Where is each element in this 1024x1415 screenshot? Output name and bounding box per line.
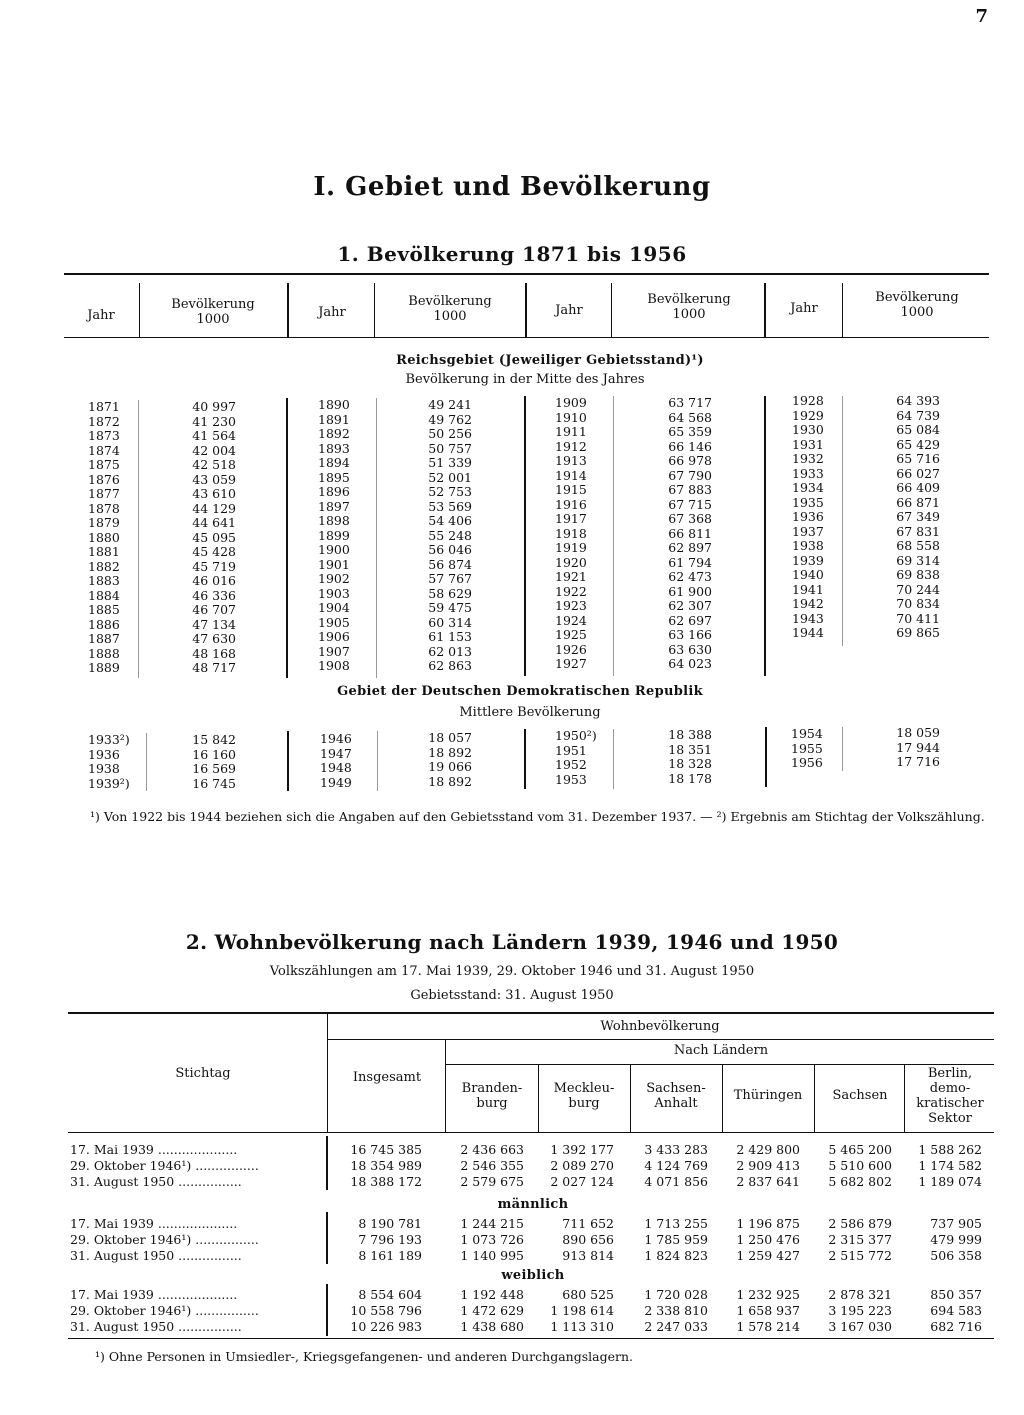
header-population-unit: 1000: [433, 309, 467, 324]
value-cell: 682 716: [930, 1319, 982, 1334]
page-number: 7: [975, 6, 988, 27]
value-cell: 1 189 074: [918, 1174, 982, 1189]
berlin-column: [906, 1287, 982, 1335]
value-cell: 737 905: [930, 1216, 982, 1231]
year-column: 1954 1955 1956: [791, 726, 823, 770]
table1-header-divider: [764, 283, 766, 337]
value-cell: 2 837 641: [736, 1174, 800, 1189]
column-divider: [764, 396, 766, 676]
column-divider: [842, 396, 843, 646]
value-cell: 1 174 582: [918, 1158, 982, 1173]
value-cell: 1 192 448: [460, 1287, 524, 1302]
table2-footnote: ¹) Ohne Personen in Umsiedler-, Kriegsgefangenen- und anderen Durchgangslagern.: [95, 1349, 633, 1364]
header-population-label: Bevölkerung: [171, 297, 255, 312]
header-divider: [445, 1040, 446, 1132]
value-cell: 4 071 856: [644, 1174, 708, 1189]
header-divider: [538, 1065, 539, 1132]
value-cell: 1 720 028: [644, 1287, 708, 1302]
section-ddr-subtitle: Mittlere Bevölkerung: [459, 705, 601, 720]
value-cell: 2 546 355: [460, 1158, 524, 1173]
column-divider: [326, 1136, 328, 1190]
table2-area-note: Gebietsstand: 31. August 1950: [410, 988, 614, 1003]
table1-header-divider: [374, 283, 375, 337]
population-column: 18 059 17 944 17 716: [896, 725, 940, 769]
column-divider: [377, 731, 378, 791]
value-cell: 1 232 925: [736, 1287, 800, 1302]
value-cell: 2 909 413: [736, 1158, 800, 1173]
table1-header-divider: [842, 283, 843, 337]
header-divider: [630, 1065, 631, 1132]
header-divider: [814, 1065, 815, 1132]
value-cell: 1 113 310: [550, 1319, 614, 1334]
value-cell: 5 682 802: [828, 1174, 892, 1189]
sachsen-column: [816, 1142, 892, 1190]
section-maennlich: männlich: [497, 1197, 569, 1212]
table1-footnote: ¹) Von 1922 bis 1944 beziehen sich die Angaben auf den Gebietsstand vom 31. Dezember 1937. — ²) Ergebnis am Stichtag der Volkszählung.: [90, 809, 985, 824]
value-cell: 1 259 427: [736, 1248, 800, 1263]
population-column: 18 388 18 351 18 328 18 178: [668, 727, 712, 786]
table1-header-divider: [525, 283, 527, 337]
berlin-column: [906, 1216, 982, 1264]
value-cell: 1 198 614: [550, 1303, 614, 1318]
brandenburg-column: [448, 1142, 524, 1190]
value-cell: 1 073 726: [460, 1232, 524, 1247]
insgesamt-column: [330, 1287, 422, 1335]
header-brandenburg: Branden- burg: [461, 1081, 523, 1111]
value-cell: 2 338 810: [644, 1303, 708, 1318]
header-divider: [327, 1012, 328, 1132]
table2-bottom-rule: [68, 1338, 994, 1339]
value-cell: 1 785 959: [644, 1232, 708, 1247]
header-population: [616, 292, 762, 322]
value-cell: 2 027 124: [550, 1174, 614, 1189]
header-insgesamt: Insgesamt: [352, 1070, 422, 1085]
table1-top-rule: [64, 273, 989, 275]
value-cell: 2 436 663: [460, 1142, 524, 1157]
value-cell: 2 089 270: [550, 1158, 614, 1173]
section-weiblich: weiblich: [501, 1268, 565, 1283]
mecklenburg-column: [540, 1142, 614, 1190]
stichtag-cell: 17. Mai 1939 ....................: [70, 1216, 238, 1231]
header-population-label: Bevölkerung: [647, 292, 731, 307]
value-cell: 8 161 189: [358, 1248, 422, 1263]
header-wohnbevoelkerung: Wohnbevölkerung: [600, 1019, 720, 1034]
table2-header-rule: [68, 1132, 994, 1133]
value-cell: 16 745 385: [350, 1142, 422, 1157]
value-cell: 5 465 200: [828, 1142, 892, 1157]
stichtag-column: [70, 1216, 320, 1264]
column-divider: [138, 400, 139, 678]
header-sachsen-anhalt: Sachsen- Anhalt: [646, 1081, 706, 1111]
section-reichsgebiet-subtitle: Bevölkerung in der Mitte des Jahres: [405, 372, 645, 387]
header-year: Jahr: [555, 303, 583, 318]
value-cell: 1 140 995: [460, 1248, 524, 1263]
stichtag-cell: 17. Mai 1939 ....................: [70, 1287, 238, 1302]
column-divider: [326, 1212, 328, 1264]
value-cell: 1 250 476: [736, 1232, 800, 1247]
insgesamt-column: [330, 1216, 422, 1264]
table2-title: 2. Wohnbevölkerung nach Ländern 1939, 1946 und 1950: [185, 930, 839, 954]
value-cell: 1 713 255: [644, 1216, 708, 1231]
value-cell: 2 878 321: [828, 1287, 892, 1302]
year-column: 1871 1872 1873 1874 1875 1876 1877 1878 1879 1880 1881 1882 1883 1884 1885 1886 1887 1888 1889: [88, 399, 120, 675]
value-cell: 479 999: [930, 1232, 982, 1247]
value-cell: 711 652: [562, 1216, 614, 1231]
value-cell: 694 583: [930, 1303, 982, 1318]
header-year: Jahr: [790, 301, 818, 316]
stichtag-cell: 17. Mai 1939 ....................: [70, 1142, 238, 1157]
column-divider: [146, 733, 147, 791]
population-column: 40 997 41 230 41 564 42 004 42 518 43 059 43 610 44 129 44 641 45 095 45 428 45 719 46 016 46 336 46 707 47 134 47 630 48 168 48 717: [192, 399, 236, 675]
year-column: 1909 1910 1911 1912 1913 1914 1915 1916 1917 1918 1919 1920 1921 1922 1923 1924 1925 1926 1927: [555, 395, 587, 671]
table1-header-divider: [139, 283, 140, 337]
column-divider: [613, 396, 614, 676]
value-cell: 2 315 377: [828, 1232, 892, 1247]
thueringen-column: [724, 1216, 800, 1264]
chapter-title: I. Gebiet und Bevölkerung: [313, 172, 711, 202]
header-thueringen: Thüringen: [733, 1088, 803, 1103]
value-cell: 2 247 033: [644, 1319, 708, 1334]
year-column: 1890 1891 1892 1893 1894 1895 1896 1897 1898 1899 1900 1901 1902 1903 1904 1905 1906 1907 1908: [318, 397, 350, 673]
value-cell: 890 656: [562, 1232, 614, 1247]
section-reichsgebiet-title: Reichsgebiet (Jeweiliger Gebietsstand)¹): [396, 353, 704, 368]
value-cell: 1 244 215: [460, 1216, 524, 1231]
brandenburg-column: [448, 1287, 524, 1335]
header-year: Jahr: [318, 305, 346, 320]
value-cell: 680 525: [562, 1287, 614, 1302]
thueringen-column: [724, 1287, 800, 1335]
header-rule: [328, 1039, 994, 1040]
stichtag-cell: 29. Oktober 1946¹) ................: [70, 1158, 259, 1173]
year-column: 1928 1929 1930 1931 1932 1933 1934 1935 1936 1937 1938 1939 1940 1941 1942 1943 1944: [792, 393, 824, 640]
table1-header-divider: [287, 283, 289, 337]
value-cell: 3 167 030: [828, 1319, 892, 1334]
header-stichtag: Stichtag: [175, 1066, 231, 1081]
header-sachsen: Sachsen: [832, 1088, 888, 1103]
header-rule: [446, 1064, 994, 1065]
stichtag-cell: 29. Oktober 1946¹) ................: [70, 1303, 259, 1318]
value-cell: 1 578 214: [736, 1319, 800, 1334]
column-divider: [286, 398, 288, 678]
table2-top-rule: [68, 1012, 994, 1014]
value-cell: 10 226 983: [350, 1319, 422, 1334]
value-cell: 2 515 772: [828, 1248, 892, 1263]
stichtag-column: [70, 1142, 320, 1190]
header-year: Jahr: [87, 308, 115, 323]
stichtag-cell: 31. August 1950 ................: [70, 1174, 242, 1189]
value-cell: 1 196 875: [736, 1216, 800, 1231]
value-cell: 2 579 675: [460, 1174, 524, 1189]
header-population-unit: 1000: [672, 307, 706, 322]
year-column: 1933²) 1936 1938 1939²): [88, 732, 130, 791]
value-cell: 2 586 879: [828, 1216, 892, 1231]
sachsen-anhalt-column: [632, 1142, 708, 1190]
value-cell: 1 588 262: [918, 1142, 982, 1157]
value-cell: 1 824 823: [644, 1248, 708, 1263]
stichtag-column: [70, 1287, 320, 1335]
population-column: 64 393 64 739 65 084 65 429 65 716 66 027 66 409 66 871 67 349 67 831 68 558 69 314 69 838 70 244 70 834 70 411 69 865: [896, 393, 940, 640]
column-divider: [376, 398, 377, 678]
mecklenburg-column: [540, 1287, 614, 1335]
sachsen-column: [816, 1216, 892, 1264]
stichtag-cell: 31. August 1950 ................: [70, 1248, 242, 1263]
value-cell: 4 124 769: [644, 1158, 708, 1173]
sachsen-anhalt-column: [632, 1216, 708, 1264]
thueringen-column: [724, 1142, 800, 1190]
header-population: [378, 294, 522, 324]
sachsen-column: [816, 1287, 892, 1335]
header-population: [142, 297, 284, 327]
berlin-column: [906, 1142, 982, 1190]
column-divider: [326, 1284, 328, 1336]
header-nach-laendern: Nach Ländern: [673, 1043, 769, 1058]
header-divider: [722, 1065, 723, 1132]
column-divider: [524, 729, 526, 789]
population-column: 15 842 16 160 16 569 16 745: [192, 732, 236, 791]
brandenburg-column: [448, 1216, 524, 1264]
column-divider: [765, 727, 767, 787]
table1-title: 1. Bevölkerung 1871 bis 1956: [337, 242, 687, 266]
table2-subtitle: Volkszählungen am 17. Mai 1939, 29. Oktober 1946 und 31. August 1950: [269, 964, 755, 979]
value-cell: 2 429 800: [736, 1142, 800, 1157]
value-cell: 8 190 781: [358, 1216, 422, 1231]
header-population: [846, 290, 988, 320]
value-cell: 18 388 172: [350, 1174, 422, 1189]
population-column: 63 717 64 568 65 359 66 146 66 978 67 790 67 883 67 715 67 368 66 811 62 897 61 794 62 473 61 900 62 307 62 697 63 166 63 630 64 023: [668, 395, 712, 671]
population-column: 49 241 49 762 50 256 50 757 51 339 52 001 52 753 53 569 54 406 55 248 56 046 56 874 57 767 58 629 59 475 60 314 61 153 62 013 62 863: [428, 397, 472, 673]
column-divider: [842, 727, 843, 771]
value-cell: 1 658 937: [736, 1303, 800, 1318]
value-cell: 10 558 796: [350, 1303, 422, 1318]
stichtag-cell: 31. August 1950 ................: [70, 1319, 242, 1334]
value-cell: 850 357: [930, 1287, 982, 1302]
header-berlin: Berlin, demo- kratischer Sektor: [916, 1066, 984, 1126]
sachsen-anhalt-column: [632, 1287, 708, 1335]
value-cell: 3 433 283: [644, 1142, 708, 1157]
table1-header-divider: [611, 283, 612, 337]
section-ddr-title: Gebiet der Deutschen Demokratischen Republik: [337, 684, 703, 699]
value-cell: 3 195 223: [828, 1303, 892, 1318]
value-cell: 506 358: [930, 1248, 982, 1263]
year-column: 1946 1947 1948 1949: [320, 731, 352, 790]
value-cell: 1 392 177: [550, 1142, 614, 1157]
column-divider: [287, 731, 289, 791]
stichtag-cell: 29. Oktober 1946¹) ................: [70, 1232, 259, 1247]
header-mecklenburg: Meckleu- burg: [553, 1081, 615, 1111]
column-divider: [524, 396, 526, 676]
column-divider: [613, 729, 614, 789]
table1-header-rule: [64, 337, 989, 338]
value-cell: 18 354 989: [350, 1158, 422, 1173]
header-population-unit: 1000: [900, 305, 934, 320]
insgesamt-column: [330, 1142, 422, 1190]
population-column: 18 057 18 892 19 066 18 892: [428, 730, 472, 789]
mecklenburg-column: [540, 1216, 614, 1264]
header-divider: [904, 1065, 905, 1132]
value-cell: 1 472 629: [460, 1303, 524, 1318]
value-cell: 5 510 600: [828, 1158, 892, 1173]
header-population-label: Bevölkerung: [875, 290, 959, 305]
value-cell: 913 814: [562, 1248, 614, 1263]
header-population-unit: 1000: [196, 312, 230, 327]
value-cell: 8 554 604: [358, 1287, 422, 1302]
header-population-label: Bevölkerung: [408, 294, 492, 309]
year-column: 1950²) 1951 1952 1953: [555, 728, 597, 787]
value-cell: 1 438 680: [460, 1319, 524, 1334]
value-cell: 7 796 193: [358, 1232, 422, 1247]
